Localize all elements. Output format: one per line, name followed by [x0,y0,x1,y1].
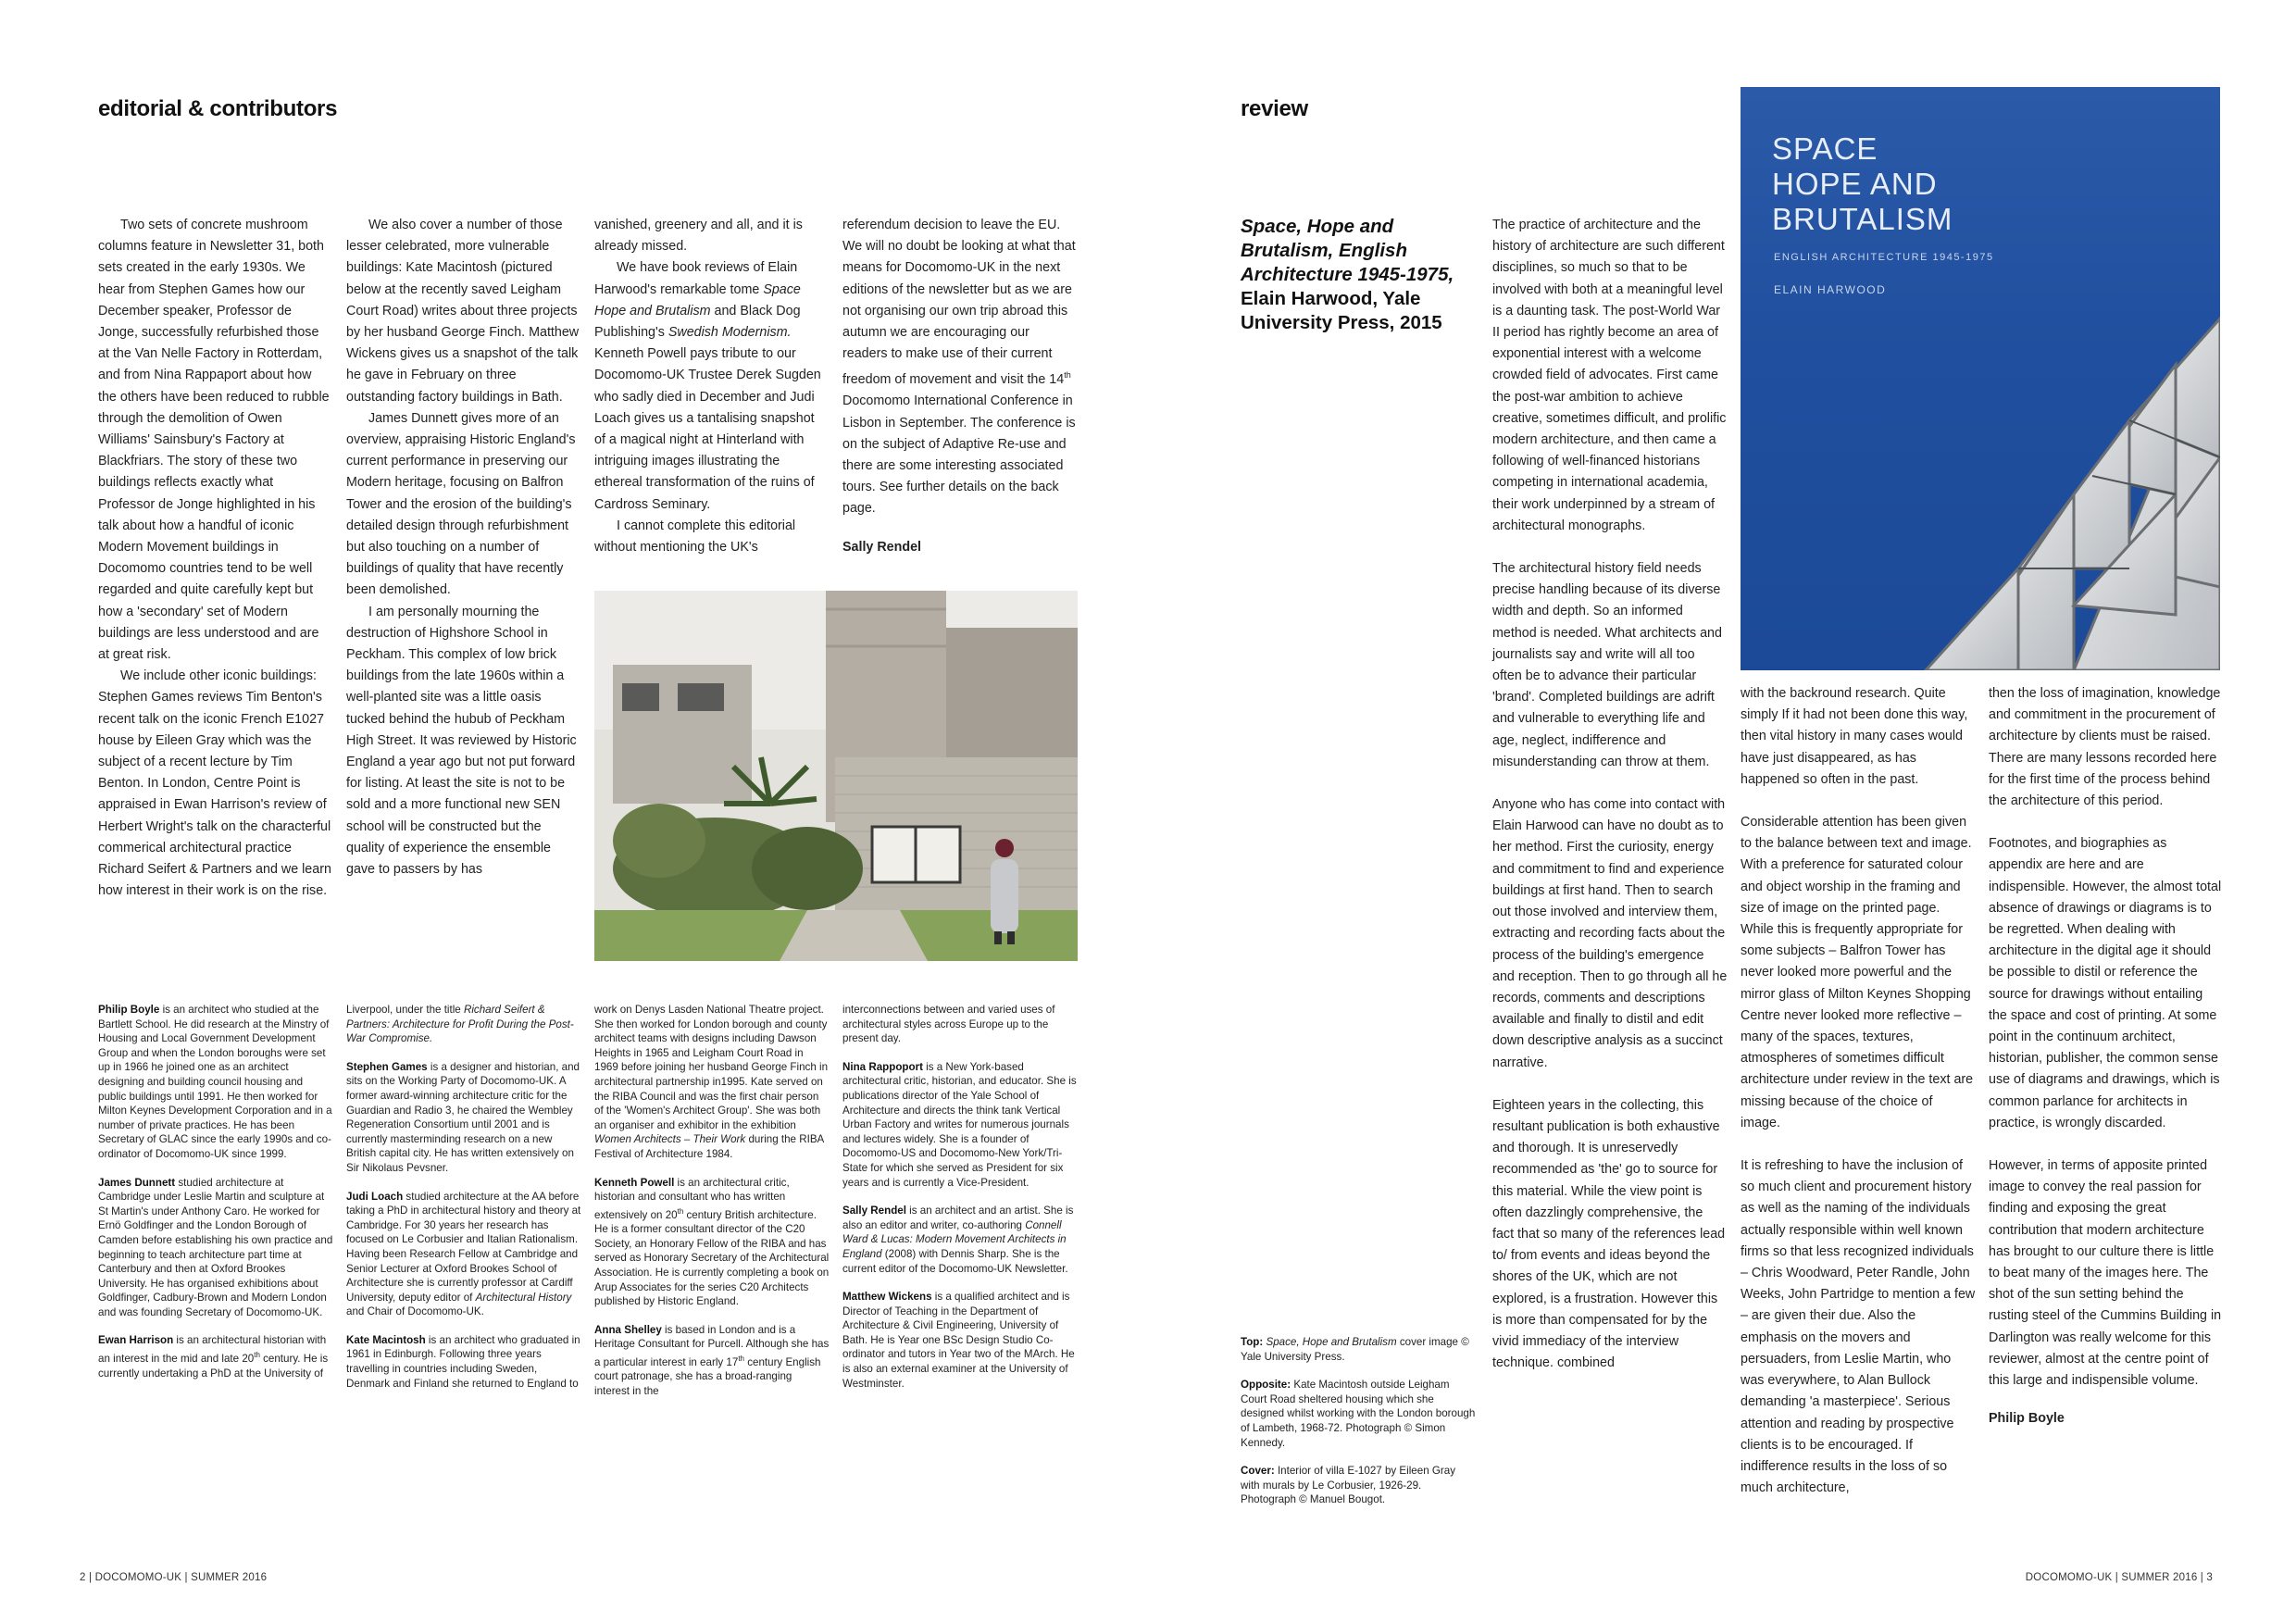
paragraph: We include other iconic buildings: Stephen Games reviews Tim Benton's recent talk on the iconic French E1027 house by Eileen Gray which was the subject of a recent lecture by Tim Benton. In London, Centre Point is appraised in Ewan Harrison's review of Herbert Wright's talk on the characterful commerical architectural practice Richard Seifert & Partners and we learn how interest in their work is on the rise. [98,668,331,899]
paragraph: Footnotes, and biographies as appendix are here and are indispensible. However, the almost total absence of drawings or diagrams is to be regretted. When dealing with architecture in the digital age it should be possible to distil or reference the source for drawings without entailing the space and cost of printing. At some point in the continuum architect, historian, publisher, the common sense use of diagrams and drawings, which is common parlance for architects in practice, is wrongly discarded. [1989,836,2222,1130]
editorial-column-1 [98,215,331,903]
bio-stephen-games: Stephen Games is a designer and historian, and sits on the Working Party of Docomomo-UK. A former award-winning architecture critic for the Guardian and Radio 3, he chaired the Wembley Regeneration Consortium until 2001 and is currently masterminding research on a new British capital city. He has written extensively on Sir Nikolaus Pevsner. [346,1060,580,1174]
left-page-footer: 2 | DOCOMOMO-UK | SUMMER 2016 [80,1572,268,1583]
right-page-heading: review [1241,96,1308,121]
paragraph: vanished, greenery and all, and it is already missed. [594,218,803,255]
left-page-heading: editorial & contributors [98,96,338,121]
paragraph: James Dunnett gives more of an overview, appraising Historic England's current performance in preserving our Modern heritage, focusing on Balfron Tower and the erosion of the building's detailed design through refurbishment but also touching on a number of buildings of quality that have recently been demolished. [346,410,576,598]
paragraph: with the backround research. Quite simply If it had not been done this way, then vital history in many cases would have just disappeared, as has happened so often in the past. [1741,686,1968,787]
bio-continued: interconnections between and varied uses of architectural styles across Europe up to the present day. [842,1004,1055,1045]
paragraph: Anyone who has come into contact with Elain Harwood can have no doubt as to her method. First the curiosity, energy and commitment to find and experience buildings at first hand. Then to search out those involved and interview them, extracting and recording facts about the process of the building's emergence and reception. Then to go through all he records, comments and descriptions available and finally to distil and edit down descriptive analysis as a succinct narrative. [1492,797,1728,1070]
paragraph: Two sets of concrete mushroom columns feature in Newsletter 31, both sets created in the early 1930s. We hear from Stephen Games how our December speaker, Professor de Jonge, successfully refurbished those at the Van Nelle Factory in Rotterdam, and from Nina Rappaport about how the others have been reduced to rubble through the demolition of Owen Williams' Sainsbury's Factory at Blackfriars. The story of these two buildings reflects exactly what Professor de Jonge highlighted in his talk about how a handful of iconic Modern Movement buildings in Docomomo countries tend to be well regarded and quite carefully kept but how a 'secondary' set of Modern buildings are less understood and are at great risk. [98,218,330,663]
bio-ewan-harrison: Ewan Harrison is an architectural historian with an interest in the mid and late 20th century. He is currently undertaking a PhD at the University of [98,1334,329,1380]
editorial-column-4 [842,215,1078,558]
contributor-bios-column-2 [346,1003,581,1405]
paragraph: The architectural history field needs precise handling because of its diverse width and depth. So an informed method is needed. What architects and journalists say and write will all too often be to advance their particular 'brand'. Completed buildings are adrift and vulnerable to everything life and age, neglect, indifference and misunderstanding can throw at them. [1492,561,1722,769]
caption-cover: Cover: Interior of villa E-1027 by Eileen Gray with murals by Le Corbusier, 1926-29. Photograph © Manuel Bougot. [1241,1465,1455,1506]
paragraph: However, in terms of apposite printed image to convey the real passion for finding and exposing the great contribution that modern architecture has brought to our culture there is little to beat many of the images here. The shot of the sun setting behind the rusting steel of the Cummins Building in Darlington was really welcome for this reviewer, almost at the centre point of this large and indispensible volume. [1989,1158,2222,1389]
review-book-title: Space, Hope and Brutalism, English Architecture 1945-1975, Elain Harwood, Yale University Press, 2015 [1241,216,1454,333]
leigham-court-road-photo [594,591,1078,961]
cover-subtitle: ENGLISH ARCHITECTURE 1945-1975 [1774,252,1994,263]
right-page-footer: DOCOMOMO-UK | SUMMER 2016 | 3 [2025,1572,2213,1583]
bio-kate-macintosh: Kate Macintosh is an architect who graduated in 1961 in Edinburgh. Following three years travelling in countries including Sweden, Denmark and Finland she returned to England to [346,1333,580,1390]
bio-continued: work on Denys Lasden National Theatre project. She then worked for London borough and county architect teams with designs including Dawson Heights in 1965 and Leigham Court Road in 1969 before joining her husband George Finch in architectural partnership in1995. Kate served on the RIBA Council and was the first chair person of the 'Women's Architect Group'. She was both an organiser and exhibitor in the exhibition Women Architects – Their Work during the RIBA Festival of Architecture 1984. [594,1004,829,1160]
paragraph: I am personally mourning the destruction of Highshore School in Peckham. This complex of low brick buildings from the late 1960s within a well-planted site was a little oasis tucked behind the hubub of Peckham High Street. It was reviewed by Historic England a year ago but not put forward for listing. At least the site is not to be sold and a more functional new SEN school will be constructed but the quality of experience the ensemble gave to passers by has [346,604,577,878]
bio-kenneth-powell: Kenneth Powell is an architectural critic, historian and consultant who has written extensively on 20th century British architecture. He is a former consultant director of the C20 Society, an Honorary Fellow of the RIBA and has served as Honorary Secretary of the Architectural Association. He is currently completing a book on Arup Associates for the series C20 Architects published by Historic England. [594,1176,830,1308]
paragraph: referendum decision to leave the EU. We will no doubt be looking at what that means for Docomomo-UK in the next editions of the newsletter but as we are not organising our own trip abroad this autumn we are encouraging our readers to make use of their current freedom of movement and visit the 14th Docomomo International Conference in Lisbon in September. The conference is on the subject of Adaptive Re-use and there are some interesting associated tours. See further details on the back page. [842,218,1076,517]
editorial-signature: Sally Rendel [842,539,922,555]
bio-continued: Liverpool, under the title Richard Seifert & Partners: Architecture for Profit During the Post-War Compromise. [346,1004,574,1045]
cover-author: ELAIN HARWOOD [1774,283,1887,296]
paragraph: We have book reviews of Elain Harwood's remarkable tome Space Hope and Brutalism and Black Dog Publishing's Swedish Modernism. Kenneth Powell pays tribute to our Docomomo-UK Trustee Derek Sugden who sadly died in December and Judi Loach gives us a tantalising snapshot of a magical night at Hinterland with intriguing images illustrating the ethereal transformation of the ruins of Cardross Seminary. [594,260,821,512]
contributor-bios-column-3 [594,1003,830,1413]
review-signature: Philip Boyle [1989,1411,2065,1427]
paragraph: We also cover a number of those lesser celebrated, more vulnerable buildings: Kate Macintosh (pictured below at the recently saved Leigham Court Road) writes about three projects by her husband George Finch. Matthew Wickens gives us a snapshot of the talk he gave in February on three outstanding factory buildings in Bath. [346,218,580,405]
editorial-column-3 [594,215,828,558]
bio-nina-rappoport: Nina Rappoport is a New York-based architectural critic, historian, and educator. She is publications director of the Yale School of Architecture and directs the think tank Vertical Urban Factory and writes for numerous journals and lectures widely. She is a founder of Docomomo-US and Docomomo-New York/Tri-State for which she served as President for six years and is currently a Vice-President. [842,1060,1077,1189]
image-captions [1241,1335,1477,1521]
paragraph: Eighteen years in the collecting, this resultant publication is both exhaustive and thorough. It is unreservedly recommended as 'the' go to source for this material. While the view point is often dazzlingly comprehensive, the fact that so many of the references lead to/ from events and ideas beyond the shores of the UK, which are not explored, is a frustration. However this is more than compensated for by the vivid immediacy of the interview technique. combined [1492,1097,1726,1371]
contributor-bios-column-4 [842,1003,1078,1405]
caption-top: Top: Space, Hope and Brutalism cover image © Yale University Press. [1241,1336,1469,1363]
bio-anna-shelley: Anna Shelley is based in London and is a Heritage Consultant for Purcell. Although she has a particular interest in early 17th century English court patronage, she has a broad-ranging interest in the [594,1323,830,1397]
paragraph: It is refreshing to have the inclusion of so much client and procurement history as well as the naming of the individuals actually responsible within well known firms so that less recognized individuals – Chris Woodward, Peter Randle, John Weeks, John Partridge to mention a few – are given their due. Also the emphasis on the movers and persuaders, from Leslie Martin, who was everywhere, to Alan Bullock demanding 'a masterpiece'. Serious attention and reading by prospective clients is to be encouraged. If indifference results in the loss of so much architecture, [1741,1158,1976,1496]
bio-judi-loach: Judi Loach studied architecture at the AA before taking a PhD in architectural history and theory at Cambridge. For 30 years her research has focused on Le Corbusier and Italian Rationalism. Having been Research Fellow at Cambridge and Senior Lecturer at Oxford Brookes School of Architecture she is currently professor at Cardiff University, deputy editor of Architectural History and Chair of Docomomo-UK. [346,1190,581,1318]
book-cover-image [1741,87,2220,670]
review-column-1 [1492,215,1728,1374]
bio-sally-rendel: Sally Rendel is an architect and an artist. She is also an editor and writer, co-authoring Connell Ward & Lucas: Modern Movement Architects in England (2008) with Dennis Sharp. She is the current editor of the Docomomo-UK Newsletter. [842,1205,1074,1275]
editorial-column-2 [346,215,580,880]
bio-philip-boyle: Philip Boyle is an architect who studied at the Bartlett School. He did research at the Minstry of Housing and Local Government Development Group and when the London boroughs were set up in 1966 he joined one as an architect designing and building council housing and public buildings until 1991. He then worked for Milton Keynes Development Corporation and in a number of private practices. He has been Secretary of GLAC since the early 1990s and co-ordinator of Docomomo-UK since 1999. [98,1004,332,1160]
paragraph: I cannot complete this editorial without mentioning the UK's [594,518,796,556]
paragraph: Considerable attention has been given to the balance between text and image. With a preference for saturated colour and object worship in the framing and size of image on the printed page. While this is frequently appropriate for some subjects – Balfron Tower has never looked more powerful and the mirror glass of Milton Keynes Shopping Centre never looked more reflective – many of the spaces, textures, atmospheres of sometimes difficult architecture under review in the text are missing because of the choice of image. [1741,815,1974,1130]
paragraph: then the loss of imagination, knowledge and commitment in the procurement of architecture by clients must be raised. There are many lessons recorded here for the first time of the process behind the architecture of this period. [1989,686,2221,809]
bio-james-dunnett: James Dunnett studied architecture at Cambridge under Leslie Martin and sculpture at St Martin's under Anthony Caro. He worked for Ernö Goldfinger and the London Borough of Camden before establishing his own practice and beginning to teach architecture part time at Canterbury and then at Oxford Brookes University. He has organised exhibitions about Goldfinger, Cadbury-Brown and Modern London and was founding Secretary of Docomomo-UK. [98,1176,333,1318]
bio-matthew-wickens: Matthew Wickens is a qualified architect and is Director of Teaching in the Department of Architecture & Civil Engineering, University of Bath. He is Year one BSc Design Studio Co-ordinator and tutors in Year two of the MArch. He is also an external examiner at the University of Westminster. [842,1291,1075,1390]
caption-opposite: Opposite: Kate Macintosh outside Leigham Court Road sheltered housing which she designed whilst working with the London borough of Lambeth, 1968-72. Photograph © Simon Kennedy. [1241,1379,1476,1449]
contributor-bios-column-1 [98,1003,333,1394]
review-column-2 [1741,683,1976,1499]
paragraph: The practice of architecture and the history of architecture are such different disciplines, so much so that to be involved with both at a meaningful level is a daunting task. The post-World War II period has rightly become an area of exponential interest with a welcome crowded field of advocates. First came the post-war ambition to achieve creative, sometimes difficult, and prolific modern architecture, and then came a following of well-financed historians competing in international academia, their work underpinned by a stream of architectural monographs. [1492,218,1727,533]
review-column-3 [1989,683,2224,1430]
cover-title: SPACE HOPE AND BRUTALISM [1772,131,1953,236]
